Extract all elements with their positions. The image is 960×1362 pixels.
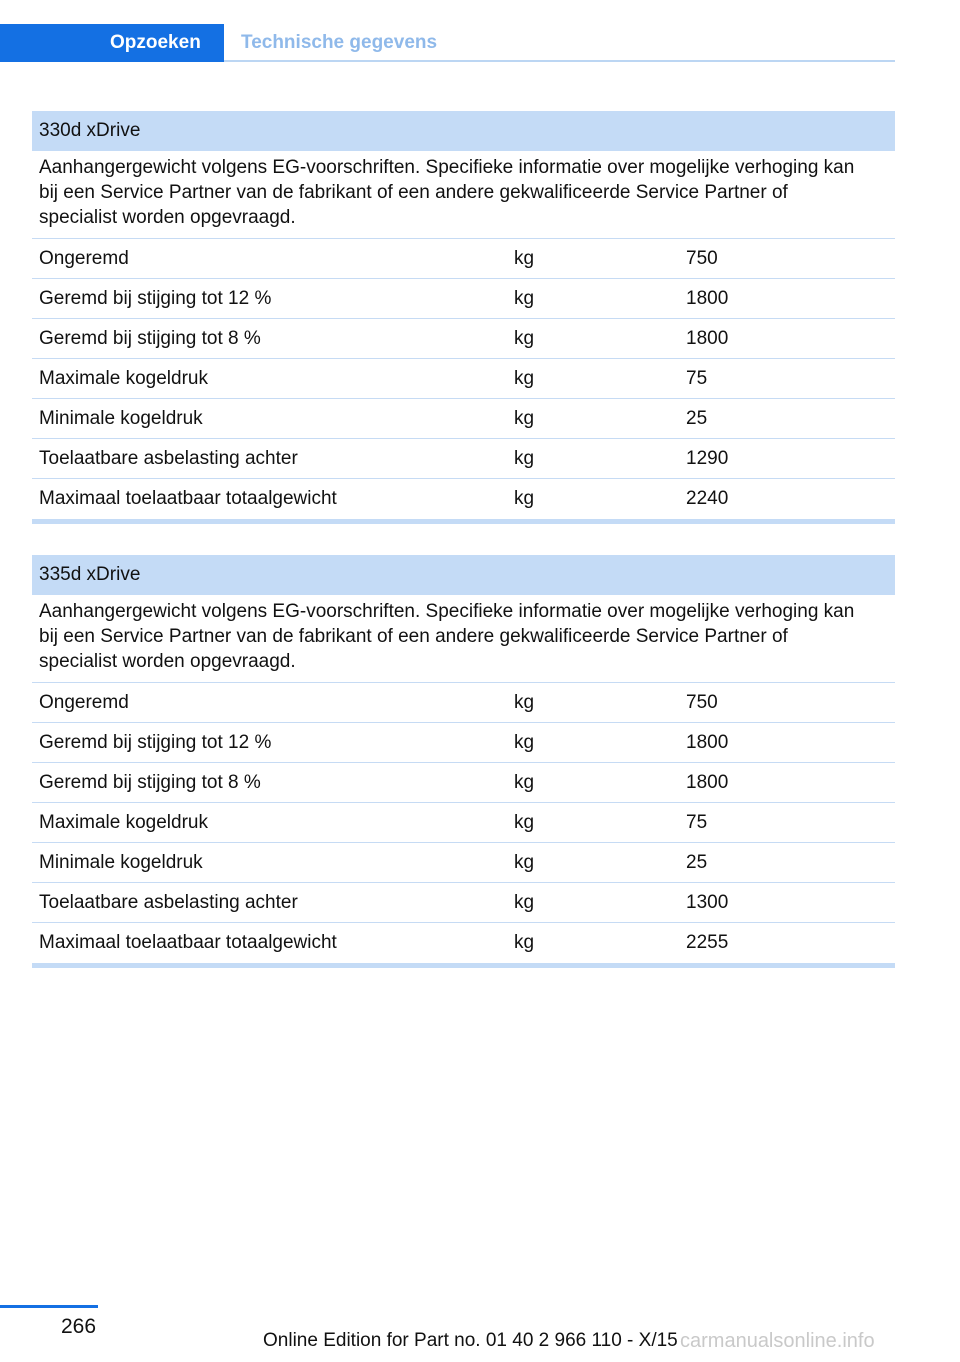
row-value: 1800 bbox=[686, 732, 729, 753]
row-unit: kg bbox=[514, 892, 535, 913]
row-unit: kg bbox=[514, 692, 535, 713]
row-label: Maximaal toelaatbaar totaalgewicht bbox=[39, 932, 337, 953]
table-description: Aanhangergewicht volgens EG-voorschriften. Specifieke informatie over mogelijke verhoging kan bij een Service Partner van de fabrikant of een andere gekwalificeerde Service Partner of specialist worden opgevraagd. bbox=[32, 151, 895, 239]
table-row bbox=[32, 399, 895, 439]
table-row bbox=[32, 923, 895, 963]
row-label: Ongeremd bbox=[39, 248, 129, 269]
row-label: Geremd bij stijging tot 12 % bbox=[39, 288, 272, 309]
table-model-heading: 330d xDrive bbox=[32, 111, 895, 151]
row-unit: kg bbox=[514, 488, 535, 509]
header-divider bbox=[224, 60, 895, 62]
row-unit: kg bbox=[514, 852, 535, 873]
row-label: Maximaal toelaatbaar totaalgewicht bbox=[39, 488, 337, 509]
table-row bbox=[32, 803, 895, 843]
row-unit: kg bbox=[514, 772, 535, 793]
row-unit: kg bbox=[514, 732, 535, 753]
row-label: Toelaatbare asbelasting achter bbox=[39, 892, 298, 913]
table-row bbox=[32, 239, 895, 279]
row-label: Geremd bij stijging tot 12 % bbox=[39, 732, 272, 753]
table-row bbox=[32, 279, 895, 319]
row-value: 1800 bbox=[686, 772, 729, 793]
row-label: Ongeremd bbox=[39, 692, 129, 713]
row-label: Geremd bij stijging tot 8 % bbox=[39, 772, 261, 793]
row-value: 1300 bbox=[686, 892, 729, 913]
row-unit: kg bbox=[514, 248, 535, 269]
table-row bbox=[32, 359, 895, 399]
table-row bbox=[32, 479, 895, 519]
tab-opzoeken[interactable]: Opzoeken bbox=[0, 24, 224, 62]
table-bottom-rule bbox=[32, 519, 895, 524]
table-description: Aanhangergewicht volgens EG-voorschriften. Specifieke informatie over mogelijke verhoging kan bij een Service Partner van de fabrikant of een andere gekwalificeerde Service Partner of specialist worden opgevraagd. bbox=[32, 595, 895, 683]
row-unit: kg bbox=[514, 408, 535, 429]
row-value: 1800 bbox=[686, 288, 729, 309]
table-model-heading: 335d xDrive bbox=[32, 555, 895, 595]
row-unit: kg bbox=[514, 368, 535, 389]
table-row bbox=[32, 683, 895, 723]
row-label: Minimale kogeldruk bbox=[39, 852, 203, 873]
table-row bbox=[32, 763, 895, 803]
row-value: 1800 bbox=[686, 328, 729, 349]
row-value: 750 bbox=[686, 692, 718, 713]
table-row bbox=[32, 843, 895, 883]
row-label: Toelaatbare asbelasting achter bbox=[39, 448, 298, 469]
row-unit: kg bbox=[514, 812, 535, 833]
tab-technische-gegevens[interactable]: Technische gegevens bbox=[241, 32, 438, 53]
row-label: Geremd bij stijging tot 8 % bbox=[39, 328, 261, 349]
row-unit: kg bbox=[514, 448, 535, 469]
spec-table-330d bbox=[32, 111, 895, 524]
spec-table-335d bbox=[32, 555, 895, 968]
row-value: 750 bbox=[686, 248, 718, 269]
row-value: 75 bbox=[686, 368, 708, 389]
row-value: 1290 bbox=[686, 448, 729, 469]
row-label: Minimale kogeldruk bbox=[39, 408, 203, 429]
table-row bbox=[32, 439, 895, 479]
table-row bbox=[32, 319, 895, 359]
page-header bbox=[0, 24, 895, 62]
row-unit: kg bbox=[514, 288, 535, 309]
row-label: Maximale kogeldruk bbox=[39, 812, 208, 833]
table-row bbox=[32, 883, 895, 923]
table-row bbox=[32, 723, 895, 763]
row-unit: kg bbox=[514, 932, 535, 953]
row-value: 75 bbox=[686, 812, 708, 833]
footer-accent-rule bbox=[0, 1305, 98, 1308]
row-value: 2255 bbox=[686, 932, 729, 953]
page-number: 266 bbox=[61, 1315, 97, 1338]
table-bottom-rule bbox=[32, 963, 895, 968]
row-value: 25 bbox=[686, 408, 708, 429]
edition-text: Online Edition for Part no. 01 40 2 966 110 - X/15 bbox=[263, 1330, 678, 1351]
row-label: Maximale kogeldruk bbox=[39, 368, 208, 389]
watermark: carmanualsonline.info bbox=[680, 1330, 875, 1352]
row-value: 25 bbox=[686, 852, 708, 873]
row-value: 2240 bbox=[686, 488, 729, 509]
row-unit: kg bbox=[514, 328, 535, 349]
